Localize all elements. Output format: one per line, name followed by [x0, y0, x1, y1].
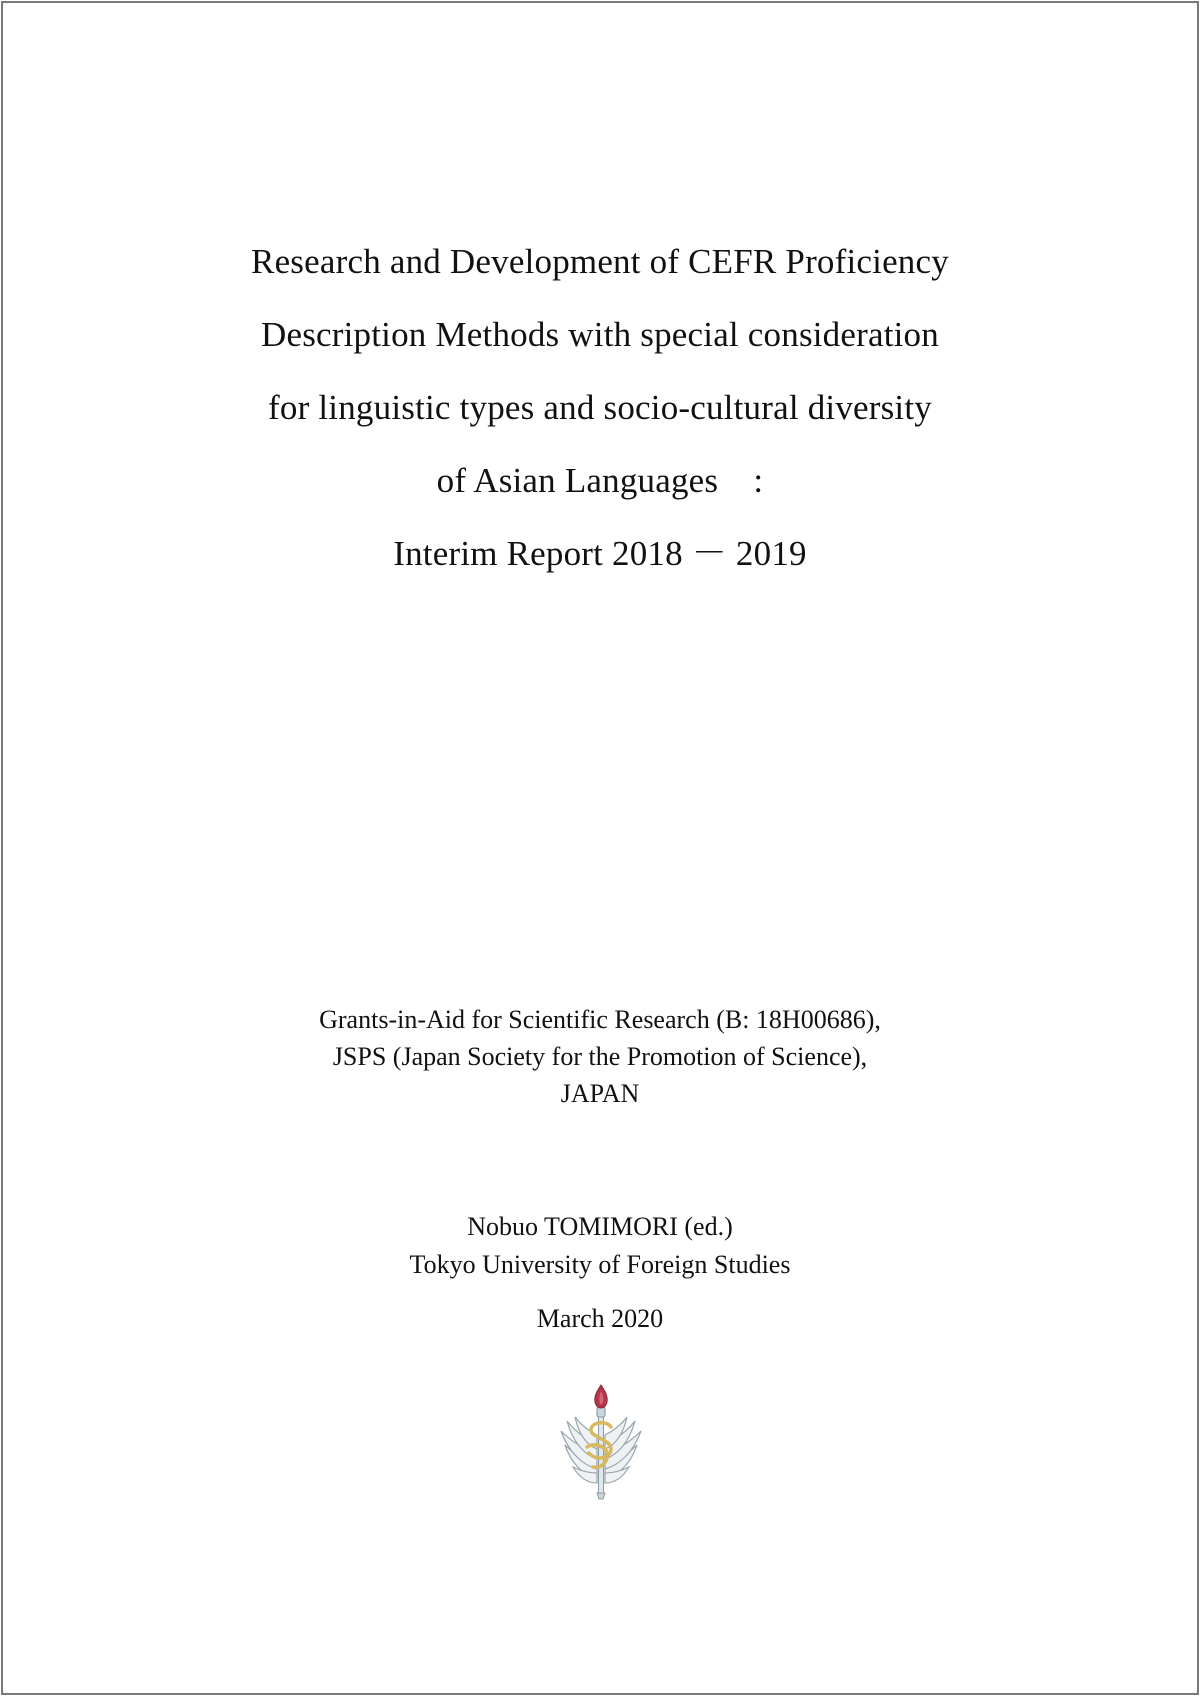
university-name: Tokyo University of Foreign Studies	[409, 1250, 791, 1279]
editor-name: Nobuo TOMIMORI (ed.)	[467, 1212, 733, 1241]
report-title	[3, 225, 1197, 590]
grant-information	[3, 1001, 1197, 1112]
title-line-4: of Asian Languages :	[436, 461, 764, 500]
grant-line-1: Grants-in-Aid for Scientific Research (B: 18H00686),	[319, 1005, 881, 1034]
university-emblem-icon	[553, 1383, 649, 1501]
title-line-2: Description Methods with special consideration	[261, 315, 939, 354]
title-line-3: for linguistic types and socio-cultural diversity	[268, 388, 932, 427]
grant-line-2: JSPS (Japan Society for the Promotion of Science),	[332, 1042, 868, 1071]
grant-line-3: JAPAN	[560, 1079, 640, 1108]
report-cover-page	[1, 1, 1199, 1695]
torch-icon	[597, 1407, 605, 1499]
title-line-1: Research and Development of CEFR Proficiency	[251, 242, 949, 281]
author-information	[3, 1208, 1197, 1284]
publication-date: March 2020	[536, 1304, 664, 1333]
title-line-5: Interim Report 2018 － 2019	[393, 534, 807, 573]
